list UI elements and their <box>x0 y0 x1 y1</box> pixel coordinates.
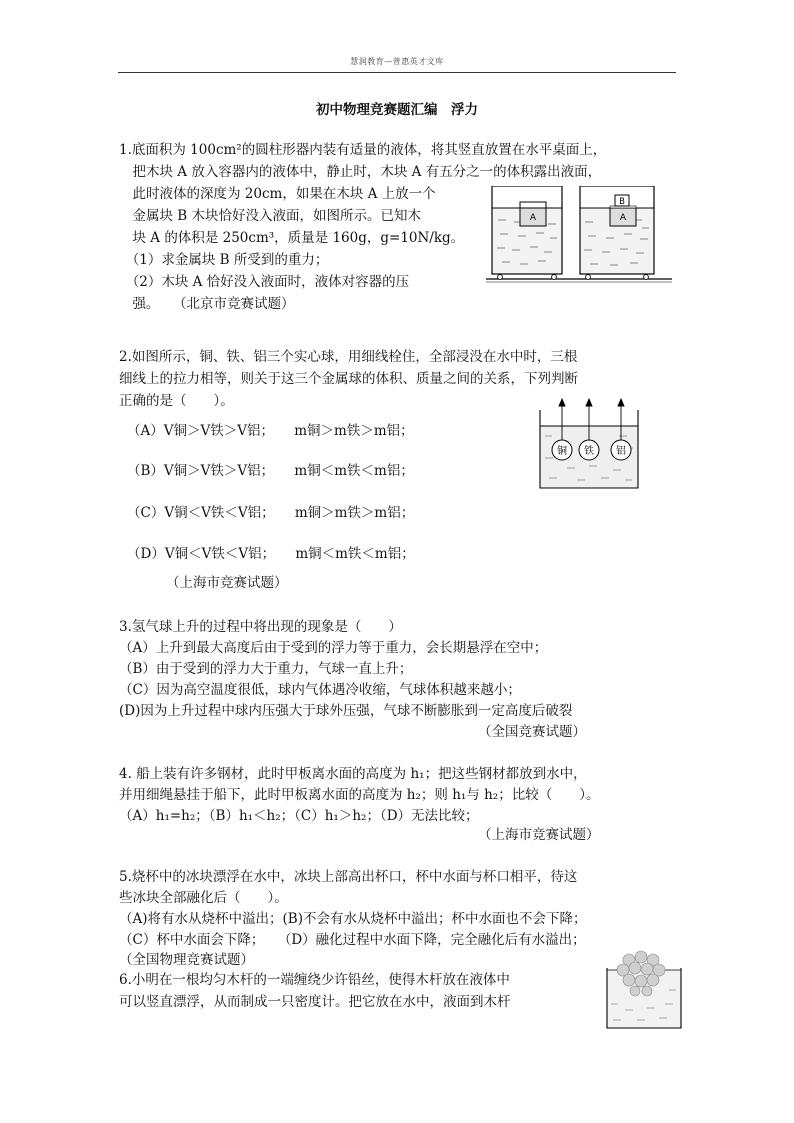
q3-line: （A）上升到最大高度后由于受到的浮力等于重力，会长期悬浮在空中； <box>119 640 548 656</box>
ball-label: 铁 <box>584 446 594 457</box>
ball-label: 铝 <box>616 446 626 457</box>
block-a-label: A <box>619 213 627 223</box>
q4-line: 4. 船上装有许多钢材，此时甲板离水面的高度为 h₁；把这些钢材都放到水中， <box>119 766 587 782</box>
q5-line: （C）杯中水面会下降； （D）融化过程中水面下降，完全融化后有水溢出； <box>119 932 586 948</box>
q3-line: （B）由于受到的浮力大于重力，气球一直上升； <box>119 661 413 677</box>
q1-line: 把木块 A 放入容器内的液体中，静止时，木块 A 有五分之一的体积露出液面， <box>119 164 602 180</box>
q5-line: （全国物理竞赛试题） <box>119 952 254 968</box>
ball-label: 铜 <box>557 446 567 457</box>
q4-line: （A）h₁=h₂；（B）h₁＜h₂；（C）h₁＞h₂；（D）无法比较； <box>119 808 479 824</box>
q2-figure-balls <box>537 396 643 492</box>
q2-option-b: （B）V铜＞V铁＞V铝； m铜＜m铁＜m铝； <box>127 463 414 479</box>
document-title: 初中物理竞赛题汇编 浮力 <box>316 102 478 118</box>
page-header: 慧润教育—普惠英才文库 <box>350 57 444 66</box>
q5-line: 些冰块全部融化后（ ）。 <box>119 890 288 906</box>
q6-line: 可以竖直漂浮，从而制成一只密度计。把它放在水中，液面到木杆 <box>119 994 511 1010</box>
q4-source: （上海市竞赛试题） <box>478 827 600 843</box>
q2-line: 2.如图所示，铜、铁、铝三个实心球，用细线栓住，全部浸没在水中时，三根 <box>119 349 578 365</box>
q1-line: 1.底面积为 100cm²的圆柱形器内装有适量的液体，将其竖直放置在水平桌面上， <box>119 142 607 158</box>
q1-line: 此时液体的深度为 20cm，如果在木块 A 上放一个 <box>119 186 436 202</box>
q2-line: 细线上的拉力相等，则关于这三个金属球的体积、质量之间的关系，下列判断 <box>119 371 578 387</box>
q3-source: （全国竞赛试题） <box>478 724 586 740</box>
q2-option-c: （C）V铜＜V铁＜V铝； m铜＞m铁＞m铝； <box>127 505 415 521</box>
q1-figure-containers <box>484 186 674 286</box>
q1-line: 强。 （北京市竞赛试题） <box>119 296 295 312</box>
q1-line: 块 A 的体积是 250cm³，质量是 160g，g=10N/kg。 <box>119 230 465 246</box>
q3-line: 3.氢气球上升的过程中将出现的现象是（ ） <box>119 619 402 635</box>
q2-option-d: （D）V铜＜V铁＜V铝； m铜＜m铁＜m铝； <box>127 546 415 562</box>
q5-line: （A)将有水从烧杯中溢出；(B)不会有水从烧杯中溢出；杯中水面也不会下降； <box>119 911 587 927</box>
q3-line: （C）因为高空温度很低，球内气体遇冷收缩，气球体积越来越小； <box>119 682 521 698</box>
q1-line: （1）求金属块 B 所受到的重力； <box>119 252 329 268</box>
q2-line: 正确的是（ ）。 <box>119 393 234 409</box>
block-a-label: A <box>529 213 537 223</box>
q1-line: 金属块 B 木块恰好没入液面，如图所示。已知木 <box>119 208 422 224</box>
q4-line: 并用细绳悬挂于船下，此时甲板离水面的高度为 h₂；则 h₁与 h₂；比较（ ）。 <box>119 787 600 803</box>
q3-line: (D)因为上升过程中球内压强大于球外压强，气球不断膨胀到一定高度后破裂 <box>119 703 573 719</box>
q2-option-a: （A）V铜＞V铁＞V铝； m铜＞m铁＞m铝； <box>127 423 414 439</box>
q2-source: （上海市竞赛试题） <box>166 575 288 591</box>
q5-line: 5.烧杯中的冰块漂浮在水中，冰块上部高出杯口，杯中水面与杯口相平，待这 <box>119 869 578 885</box>
header-rule <box>118 72 676 73</box>
q6-line: 6.小明在一根均匀木杆的一端缠绕少许铅丝，使得木杆放在液体中 <box>119 972 510 988</box>
block-b-label: B <box>619 197 625 207</box>
q1-line: （2）木块 A 恰好没入液面时，液体对容器的压 <box>119 274 410 290</box>
q5-figure-ice-beaker <box>603 950 685 1032</box>
